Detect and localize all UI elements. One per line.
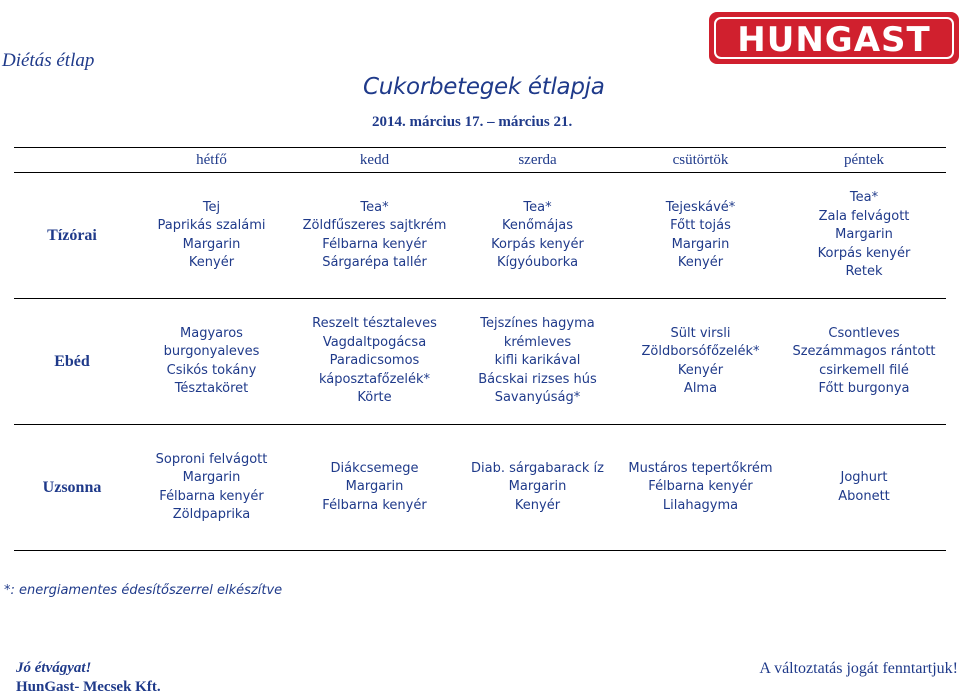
menu-item: Zöldfűszeres sajtkrém [302,218,447,233]
menu-item: Kenyér [677,362,724,378]
rights-notice: A változtatás jogát fenntartjuk! [759,660,958,677]
menu-item: Félbarna kenyér [159,488,264,504]
menu-cell [130,173,293,299]
menu-item: Joghurt [840,470,888,485]
menu-item: Magyaros [180,325,243,341]
menu-item: Kenőmájas [501,218,574,233]
menu-item: Zala felvágott [818,208,910,224]
menu-item: Paradicsomos [329,353,420,369]
menu-item: Retek [845,264,883,280]
menu-item: Tej [202,199,221,215]
menu-item: csirkemell filé [819,362,909,378]
menu-item: Tejeskávé* [665,199,736,215]
menu-cell [619,299,782,425]
menu-item: Főtt burgonya [818,381,910,396]
menu-item: Körte [357,390,392,406]
menu-item: Vagdaltpogácsa [322,334,427,350]
diet-menu-subtitle: Diétás étlap [2,50,95,71]
menu-cell [293,299,456,425]
menu-item: Margarin [835,227,893,243]
menu-item: káposztafőzelék* [318,371,431,387]
menu-item: Reszelt tésztaleves [312,316,437,332]
menu-item: Tea* [849,190,879,206]
menu-item: Diab. sárgabarack íz [471,460,604,476]
menu-cell [456,299,619,425]
menu-item: Sült virsli [670,325,731,341]
menu-item: Abonett [838,488,890,504]
day-header: csütörtök [619,148,782,173]
menu-item: Lilahagyma [662,497,739,513]
menu-item: Bácskai rizses hús [478,371,597,387]
menu-cell [456,425,619,551]
menu-item: Margarin [182,470,241,485]
menu-item: Sárgarépa tallér [322,255,427,270]
menu-item: Kenyér [514,497,561,513]
footnote: *: energiamentes édesítőszerrel elkészítve [4,583,283,598]
menu-item: Tejszínes hagyma [480,316,595,332]
meal-row [14,299,946,425]
day-header: péntek [782,148,946,173]
menu-item: Szezámmagos rántott [792,344,936,359]
menu-item: Csontleves [828,325,900,341]
meal-row [14,173,946,299]
menu-item: kifli karikával [494,353,581,369]
menu-item: Kenyér [677,255,724,270]
menu-item: Alma [683,381,718,396]
menu-cell [619,425,782,551]
weekly-menu-table [14,147,946,551]
menu-cell [456,173,619,299]
menu-item: Paprikás szalámi [157,218,266,233]
menu-item: Diákcsemege [330,460,419,476]
meal-label: Tízórai [14,173,130,299]
menu-item: Tésztaköret [174,381,249,396]
meal-label: Uzsonna [14,425,130,551]
menu-item: Főtt tojás [670,218,731,233]
menu-item: Zöldborsófőzelék* [641,344,760,359]
menu-item: Kígyóuborka [496,255,579,270]
menu-item: krémleves [503,334,572,350]
menu-item: Korpás kenyér [817,245,911,261]
menu-cell [130,299,293,425]
menu-item: Félbarna kenyér [322,236,427,252]
menu-item: Kenyér [188,255,235,270]
menu-item: Margarin [182,236,241,252]
menu-cell [293,173,456,299]
menu-item: Félbarna kenyér [322,497,427,513]
day-header: kedd [293,148,456,173]
menu-item: Tea* [523,199,552,215]
company-name: HunGast- Mecsek Kft. [16,679,161,695]
meal-row [14,425,946,551]
menu-item: Csikós tokány [166,362,257,378]
hungast-logo [709,12,959,64]
menu-item: Margarin [508,479,567,495]
menu-item: Mustáros tepertőkrém [628,460,773,476]
day-header: hétfő [130,148,293,173]
menu-item: burgonyaleves [163,344,260,359]
menu-item: Soproni felvágott [155,451,268,467]
menu-item: Félbarna kenyér [648,479,753,495]
day-header: szerda [456,148,619,173]
hungast-logo-text: HUNGAST [737,20,931,60]
menu-item: Margarin [671,236,730,252]
menu-cell [293,425,456,551]
menu-cell [782,173,946,299]
menu-item: Korpás kenyér [491,236,584,252]
menu-cell [619,173,782,299]
menu-item: Savanyúság* [494,390,581,406]
menu-cell [130,425,293,551]
menu-item: Tea* [360,199,389,215]
meal-label: Ebéd [14,299,130,425]
day-header-row [14,148,946,173]
menu-cell [782,425,946,551]
menu-item: Zöldpaprika [172,507,251,522]
bon-appetit: Jó étvágyat! [16,660,92,676]
page-title: Cukorbetegek étlapja [363,74,605,100]
menu-cell [782,299,946,425]
date-range: 2014. március 17. – március 21. [372,114,573,130]
menu-item: Margarin [345,479,404,495]
corner-cell [14,148,130,173]
